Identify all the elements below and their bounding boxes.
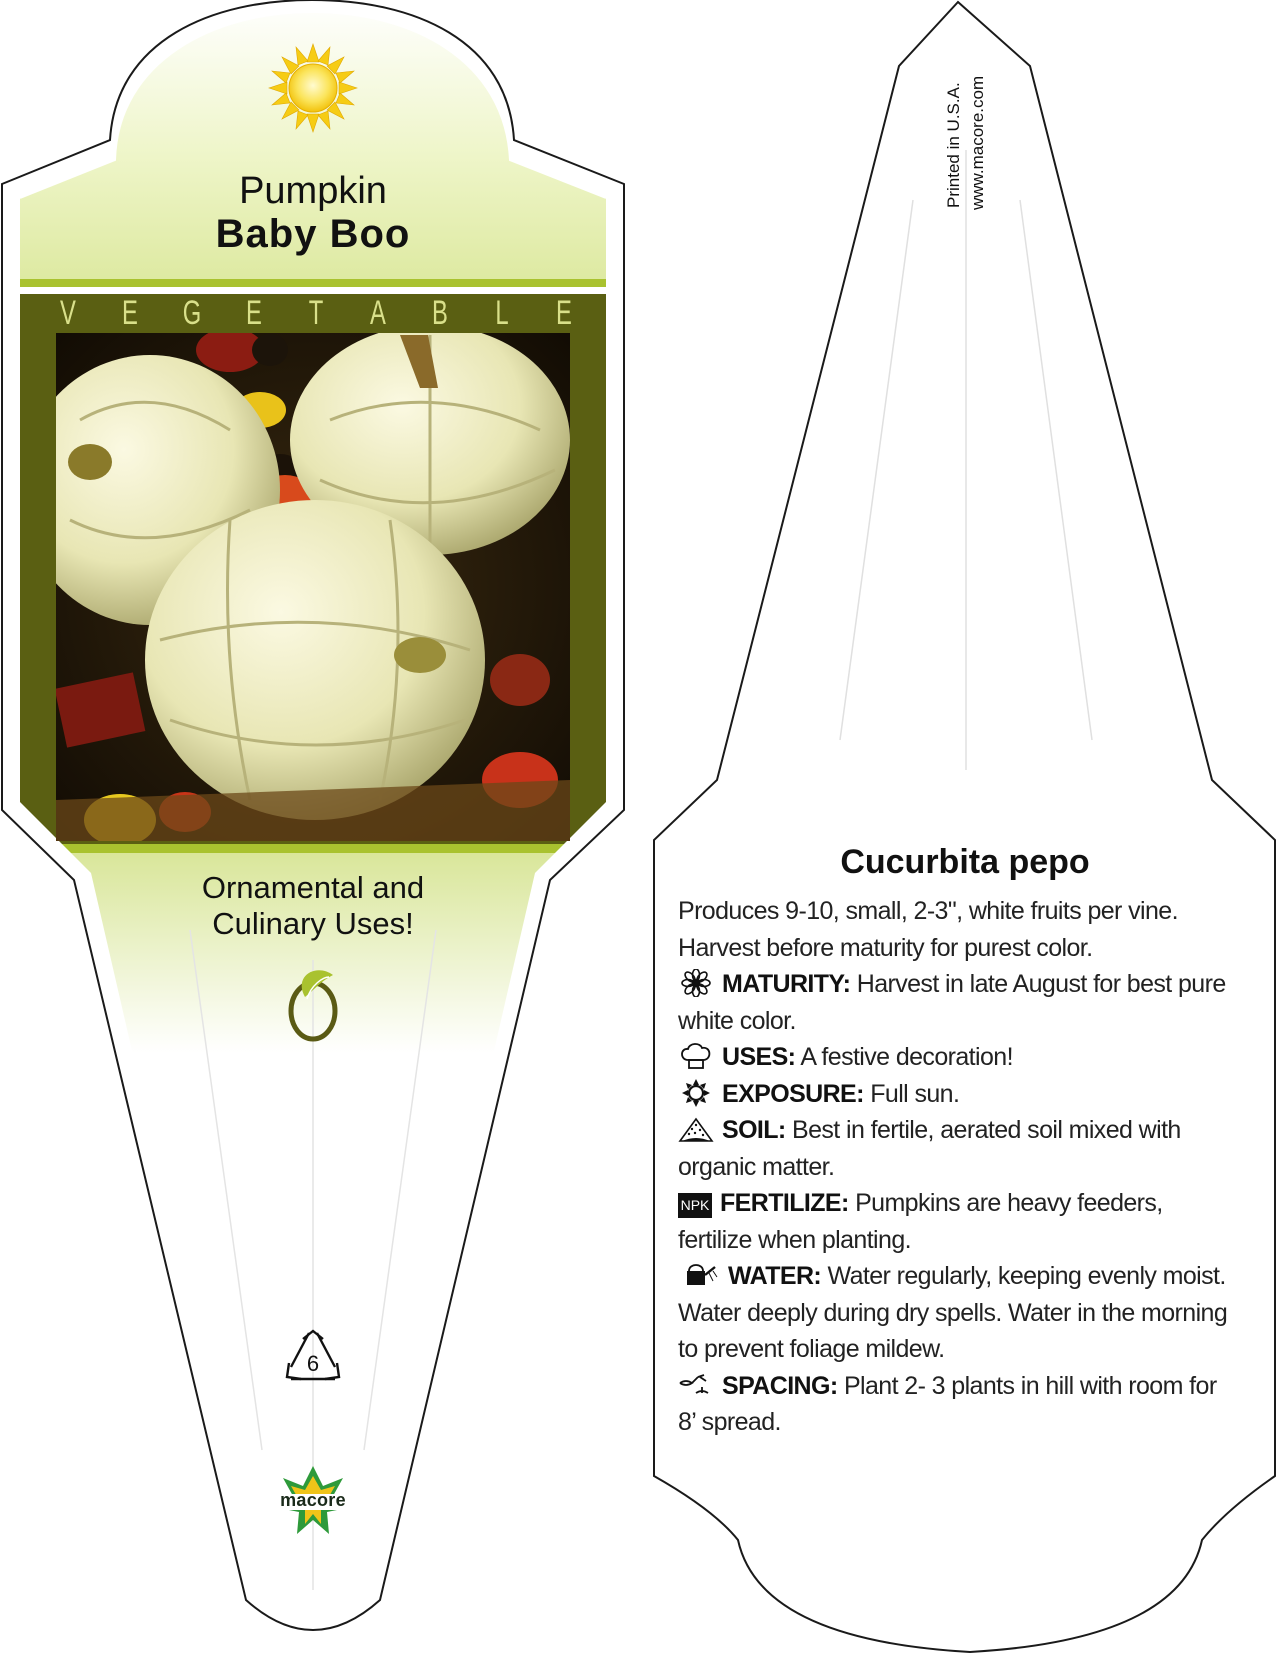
care-item-soil: [678, 1112, 1238, 1185]
category-letter: G: [182, 294, 202, 332]
care-label: USES:: [722, 1043, 796, 1071]
watering-can-icon: [678, 1261, 720, 1289]
recycle-code: 6: [306, 1351, 320, 1376]
description: Produces 9-10, small, 2-3", white fruits per vine. Harvest before maturity for purest color.: [678, 897, 1178, 962]
care-text: A festive decoration!: [800, 1043, 1013, 1071]
care-label: SOIL:: [722, 1116, 786, 1144]
care-label: SPACING:: [722, 1371, 838, 1400]
care-item-maturity: [678, 966, 1238, 1039]
flower-icon: [678, 969, 714, 997]
care-item-uses: [678, 1039, 1238, 1076]
category-letter: V: [60, 294, 76, 332]
care-text: Pumpkins are heavy feeders, fertilize when planting.: [678, 1189, 1163, 1254]
care-item-spacing: [678, 1368, 1238, 1441]
care-text: Full sun.: [870, 1079, 960, 1108]
scientific-name: Cucurbita pepo: [840, 843, 1090, 881]
full-sun-icon: [269, 44, 357, 132]
pumpkin-photo: [20, 325, 570, 846]
tagline-line-2: Culinary Uses!: [212, 906, 414, 941]
care-label: FERTILIZE:: [720, 1189, 849, 1217]
category-letter: B: [432, 294, 448, 332]
brand-name: macore: [280, 1490, 346, 1510]
category-letter: E: [246, 294, 262, 332]
care-text: Harvest in late August for best pure white color.: [678, 970, 1226, 1035]
category-letter: E: [122, 294, 138, 332]
variety-name: Baby Boo: [215, 212, 411, 256]
care-text: Water regularly, keeping evenly moist. Water deeply during dry spells. Water in the morning to prevent foliage mildew.: [678, 1262, 1228, 1363]
category-letter: T: [308, 294, 324, 332]
npk-icon: NPK: [678, 1193, 712, 1218]
care-label: MATURITY:: [722, 970, 851, 998]
care-text: Best in fertile, aerated soil mixed with organic matter.: [678, 1116, 1181, 1181]
website-note: www.macore.com: [968, 75, 987, 210]
spacing-icon: [678, 1371, 714, 1399]
care-text: Plant 2- 3 plants in hill with room for 8’ spread.: [678, 1371, 1217, 1436]
category-letter: A: [370, 294, 386, 332]
common-name: Pumpkin: [239, 170, 387, 212]
care-label: EXPOSURE:: [722, 1079, 864, 1108]
care-info: [678, 893, 1238, 1441]
soil-icon: [678, 1115, 714, 1143]
care-item-water: [678, 1258, 1238, 1368]
care-item-exposure: [678, 1076, 1238, 1113]
sun-icon: [678, 1079, 714, 1107]
category-letter: E: [556, 294, 572, 332]
printed-in-note: Printed in U.S.A.: [944, 82, 963, 208]
care-label: WATER:: [728, 1262, 822, 1290]
category-letter: L: [495, 294, 509, 332]
chef-hat-icon: [678, 1042, 714, 1070]
care-item-fertilize: [678, 1185, 1238, 1258]
tagline-line-1: Ornamental and: [201, 870, 425, 905]
